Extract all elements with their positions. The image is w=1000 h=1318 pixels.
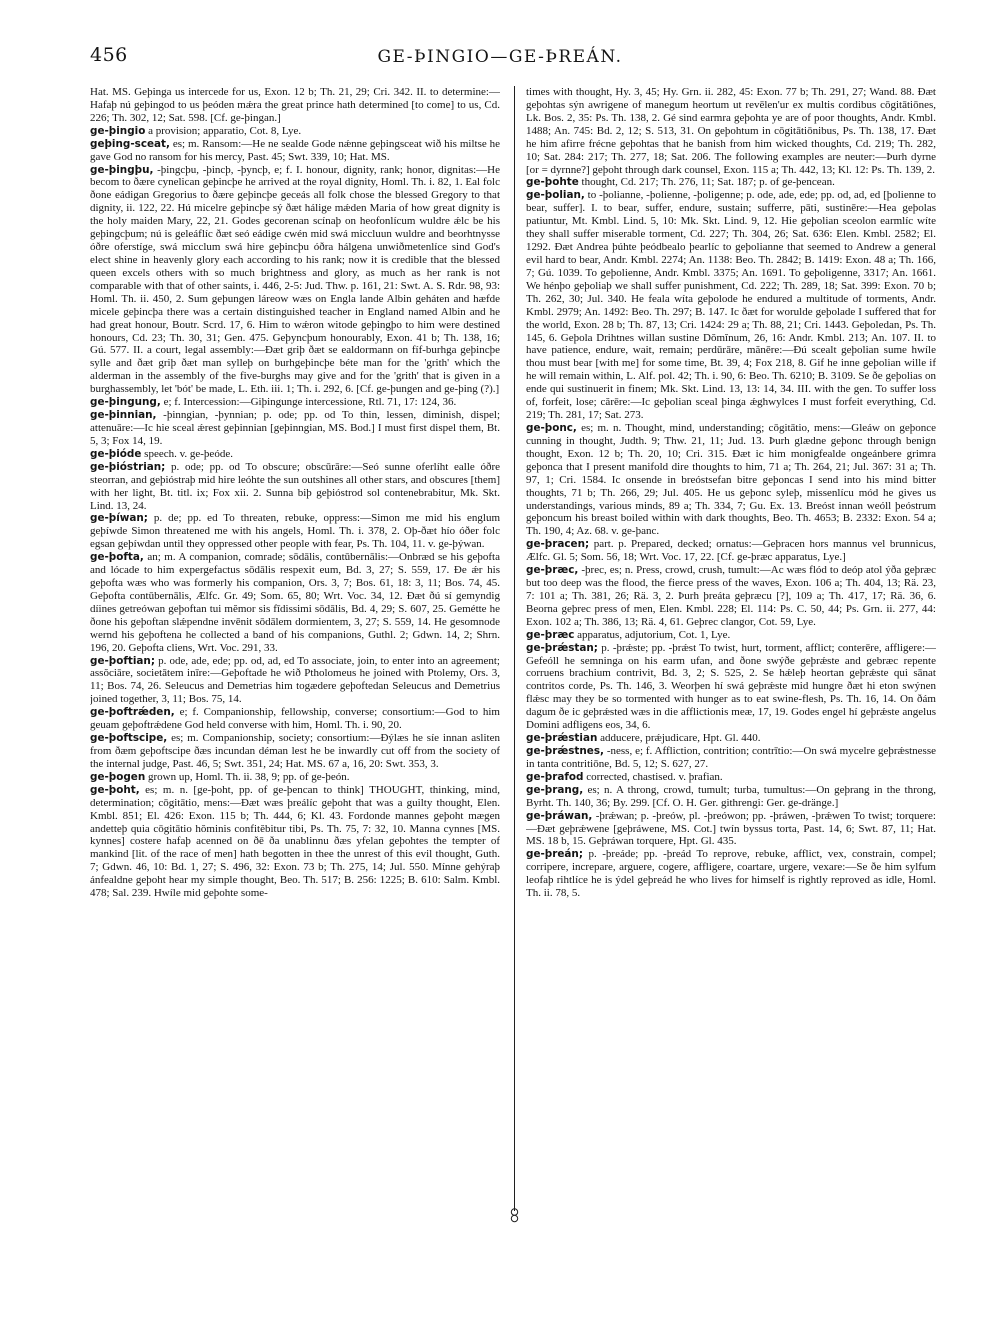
- entry-headword: ge-þrafod: [526, 770, 584, 783]
- entry-text: -þrec, es; n. Press, crowd, crush, tumult:—Ac wæs flód to deóp atol ýða geþræc but too deep was the flood, the fierce press of the waves, Exon. 106 a; Th. 404, 13; Rä. 23, 7: 101 a; Th. 381, 26; Rä. 3, 2. Þurh þreáta geþræcu [?], 109 a; Th. 417, 17; Rä. 36, 6. Beorna geþrec press of men, Elen. Kmbl. 228; El. 114: Ps. C. 50, 44; Ps. Grn. ii. 277, 44: Exon. 102 a; Th. 386, 13; Rä. 4, 61. Geþrec clangor, Cot. 59, Lye.: [526, 564, 936, 628]
- entry-headword: ge-þohte: [526, 176, 579, 189]
- dictionary-entry: [526, 189, 936, 422]
- dictionary-entry: [90, 164, 500, 397]
- entry-text: grown up, Homl. Th. ii. 38, 9; pp. of ge-þeón.: [145, 770, 350, 783]
- dictionary-entry: [526, 422, 936, 538]
- dictionary-entry: [90, 512, 500, 551]
- entry-headword: ge-þoftscipe,: [90, 732, 168, 745]
- dictionary-entry: [90, 409, 500, 448]
- dictionary-entry: [526, 784, 936, 810]
- dictionary-entry: [526, 86, 936, 176]
- entry-text: speech. v. ge-þeóde.: [141, 447, 233, 460]
- dictionary-entry: [526, 629, 936, 642]
- dictionary-entry: [90, 655, 500, 707]
- entry-headword: ge-þoht,: [90, 783, 140, 796]
- page-number: 456: [90, 44, 128, 66]
- entry-text: p. ode; pp. od To obscure; obscūrāre:—Seó sunne oferlíht ealle óðre steorran, and geþióstraþ mid hire leóhte the sun outshines all other stars, and obscures [them] with her light, Bt. titl. ix; Fox xii. 2. Sunna biþ geþióstrod sol contenebrabitur, Mk. Skt. Lind. 13, 24.: [90, 460, 500, 512]
- entry-text: to -þolianne, -þolienne, -þoligenne; p. ode, ade, ede; pp. od, ad, ed [þolienne to bear, suffer]. I. to bear, suffer, endure, sustain; sufferre, pāti, sustinēre:—Hea geþolas patiuntur, Mt. Kmbl. Lind. 5, 10: Mk. Skt. Lind. 9, 12. Hie geþolian sceolon earmlíc wíte they shall suffer miserable torment, Cd. 227; Th. 304, 26; Sat. 636: Elen. Kmbl. 2582; El. 1292. Ðæt Andrea þúhte þeódbealo þearlíc to geþolianne that seemed to Andrew a general evil hard to bear, Andr. Kmbl. 2274; An. 1138: Beo. Th. 2842; B. 1419: Exon. 48 a; Th. 166, 7; Gú. 1039. To geþolienne, Andr. Kmbl. 3375; An. 1691. To geþoligenne, 3317; An. 1661. We hénþo geþoliaþ we shall suffer punishment, Cd. 222; Th. 289, 18; Sat. 399: Exon. 70 b; Th. 262, 30; Jul. 340. He feala wíta geþolode he endured a multitude of torments, Andr. Kmbl. 2979; An. 1492: Beo. Th. 297; B. 147. Ic ðæt for worulde geþolade I suffered that for the world, Exon. 28 b; Th. 87, 13; Cri. 1424: 29 a; Th. 88, 21; Cri. 1443. Geþoledan, Ps. Th. 145, 6. Geþola Drihtnes willan sustine Dŏmĭnum, 26, 16: Andr. Kmbl. 213; An. 107. II. to have patience, endure, wait, remain; perdūrāre, mănēre:—Ðú scealt geþolian sume hwíle thou must bear [with me] for some time, Bt. 39, 4; Fox 218, 8. Gif he inne geþolian wille if he will remain within, L. Alf. pol. 42; Th. i. 90, 6: Beo. Th. 6210; B. 3109. Se ðe geþolias on ende qui sustinuerit in finem; Mk. Skt. Lind. 13, 13: 14, 34. III. with the gen. To suffer loss of, forfeit, lose; cărēre:—Ic geþolian sceal þinga ǽghwylces I must forfeit everything, Cd. 219; Th. 281, 17; Sat. 273.: [526, 189, 936, 422]
- entry-headword: ge-þinnian,: [90, 409, 157, 422]
- entry-text: es; m. Ransom:—He ne sealde Gode nǽnne geþingsceat wið his miltse he gave God no ransom for his mercy, Past. 45; Swt. 339, 10; Hat. MS.: [90, 137, 500, 163]
- column-divider: [514, 86, 515, 1211]
- dictionary-entry: [526, 642, 936, 732]
- entry-text: -þrǽwan; p. -þreów, pl. -þreówon; pp. -þráwen, -þrǽwen To twist; torquere:—Ðæt geþrǽwene [geþráwene, MS. Cot.] twín byssus torta, Past. 14, 6; Swt. 87, 11; Hat. MS. 18 b, 15. Geþráwan torquere, Hpt. Gl. 435.: [526, 809, 936, 848]
- dictionary-entry: [90, 461, 500, 513]
- dictionary-entry: [526, 810, 936, 849]
- entry-text: e; f. Companionship, fellowship, converse; consortium:—God to him geuam geþoftrǽdene God held converse with him, Homl. Th. i. 90, 20.: [90, 706, 500, 732]
- entry-text: Hat. MS. Geþinga us intercede for us, Exon. 12 b; Th. 21, 29; Cri. 342. II. to determine:—Hafaþ nú geþingod to us þeóden mǽra the great prince hath determined [to come] to us, Cd. 226; Th. 302, 12; Sat. 598. [Cf. ge-þingan.]: [90, 86, 500, 124]
- dictionary-entry: [90, 732, 500, 771]
- dictionary-entry: [90, 771, 500, 784]
- dictionary-entry: [526, 745, 936, 771]
- entry-headword: ge-þrǽstian: [526, 732, 598, 745]
- entry-headword: ge-þræc,: [526, 564, 579, 577]
- entry-headword: ge-þióstrian;: [90, 460, 166, 473]
- dictionary-entry: [90, 551, 500, 654]
- entry-headword: ge-þolian,: [526, 189, 585, 202]
- entry-headword: ge-þrǽstan;: [526, 641, 598, 654]
- dictionary-entry: [526, 176, 936, 189]
- entry-headword: ge-þoftian;: [90, 654, 155, 667]
- entry-headword: ge-þoftrǽden,: [90, 706, 175, 719]
- entry-text: p. -þreáde; pp. -þreád To reprove, rebuke, afflict, vex, constrain, compel; corripere, increpare, arguere, cogere, affligere, coartare, urgere, vexare:—Se ðe him sylfum leofaþ rihtlíce he is ýdel geþreád he who lives for himself is rightly reproved as idle, Homl. Th. ii. 78, 5.: [526, 848, 936, 900]
- dictionary-entry: [90, 396, 500, 409]
- entry-text: apparatus, adjutorium, Cot. 1, Lye.: [574, 628, 731, 641]
- entry-headword: ge-þræc: [526, 628, 575, 641]
- dictionary-entry: [526, 538, 936, 564]
- dictionary-entry: [526, 848, 936, 900]
- entry-text: p. de; pp. ed To threaten, rebuke, oppress:—Simon me mid his englum geþíwde Simon threatened me with his angels, Homl. Th. i. 378, 2. Oþ-ðæt hío óðer folc egsan geþíwdan until they oppressed other people with fear, Ps. Th. 104, 11. v. ge-þýwan.: [90, 512, 500, 551]
- entry-headword: geþing-sceat,: [90, 137, 170, 150]
- entry-text: -ness, e; f. Affliction, contrition; contrītio:—On swá mycelre geþrǽstnesse in tanta contritiōne, Bd. 5, 12; S. 627, 27.: [526, 745, 936, 770]
- divider-ornament-icon: [508, 1207, 521, 1223]
- dictionary-entry: [90, 138, 500, 164]
- entry-text: a provision; apparatio, Cot. 8, Lye.: [145, 124, 302, 137]
- entry-headword: ge-þráwan,: [526, 809, 593, 822]
- entry-headword: ge-þogen: [90, 770, 146, 783]
- entry-text: thought, Cd. 217; Th. 276, 11; Sat. 187; p. of ge-þencean.: [578, 176, 835, 189]
- entry-text: -þingcþu, -þincþ, -þyncþ, e; f. I. honour, dignity, rank; honor, dignitas:—He becom to ðære cynelican geþincþe he arrived at the royal dignity, Homl. Th. i. 82, 1. Eal folc ðone eádigan Gregorius to ðære geþincþe geceás all folk chose the blessed Gregory to that dignity, ii. 122, 22. Hú micelre geþincþe sý ðæt hálige mǽden Maria of how great dignity is the holy maiden Mary, 22, 21. Godes gecorenan scínaþ on heofonlícum wuldre ǽlc be his geþingcþum; nú is geleáflíc ðæt seó eádige cwén mid swá miccluun wuldre and beorhtnysse óðre oferstíge, swá micclum swá hire geþincþu óðra hálgena unwiðmetenlíce sind God's elect shine in heavenly glory each according to his rank; now it is credible that the blessed queen excels others with so much brightness and glory, as much as her rank is not comparable with that of other saints, i. 446, 2-5: Jud. Thw. p. 161, 21: Swt. A. S. Rdr. 98, 93: Homl. Th. ii. 450, 2. Sum geþungen láreow wæs on Engla lande Albin geháten and hæfde micele geþincþa there was a certain distinguished teacher in England named Albin and he had great honour, Boutr. Scrd. 17, 6. Him to wǽron witode geþingþo to him were destined honours, Cd. 23; Th. 30, 31; Gen. 475. Geþyncþum honourably, Exon. 41 b; Th. 138, 16; Gú. 577. II. a court, legal assembly:—Ðæt griþ ðæt se ealdormann on fíf-burhga geþincþe sylle and ðæt griþ ðæt man sylleþ on burhgeþincþe béte man for the 'grith' which the alderman in the assembly of the five-burghs may give and for the 'grith' that is given in a burghassembly, let 'bót' be made, L. Eth. iii. 1; Th. i. 292, 6. [Cf. ge-þungen and ge-þing (?).]: [90, 163, 500, 396]
- dictionary-entry: [526, 771, 936, 784]
- entry-text: adducere, prǽjudicare, Hpt. Gl. 440.: [597, 732, 761, 745]
- entry-text: p. ode, ade, ede; pp. od, ad, ed To associate, join, to enter into an agreement; assŏciāre, societātem inīre:—Geþoftade he wið Ptholomeus he joined with Ptolemy, Ors. 3, 11; Bos. 74, 26. Seleucus and Demetrias him togædere geþoftedan Seleucus and Demetrius joined together, 3, 11; Bos. 75, 14.: [90, 654, 500, 706]
- entry-text: -þinngian, -þynnian; p. ode; pp. od To thin, lessen, diminish, dispel; attenuāre:—Ic hie sceal ǽrest geþinnian [geþinngian, MS. Bod.] I must first dispel them, Bt. 5, 3; Fox 14, 19.: [90, 409, 500, 447]
- dictionary-entry: [526, 564, 936, 629]
- entry-text: es; m. n. Thought, mind, understanding; cōgitātio, mens:—Gleáw on geþonce cunning in thought, Judth. 9; Thw. 21, 11; Jud. 13. Þurh glædne geþonc through benign thought, Exon. 12 b; Th. 20, 10; Cri. 315. Ðæt ic him monigfealde ongeánbere grimra geþonca that I present manifold dire thoughts to him, 71 a; Th. 264, 21; Jul. 367: 31 a; Th. 97, 1; Cri. 1584. Ic onsende in breóstsefan bitre geþoncas I send into his mind bitter thoughts, 71 b; Th. 266, 29; Jul. 405. He us geþonc syleþ, missenlícu mód he gives us understandings, various minds, 89 a; Th. 334, 7; Gu. Ex. 13. Breóst innan weóll þeóstrum geþoncum his breast boiled within with dark thoughts, Beo. Th. 4653; B. 2332: Exon. 54 a; Th. 190, 4; Az. 68. v. ge-þanc.: [526, 421, 936, 538]
- entry-headword: ge-þreán;: [526, 848, 583, 861]
- entry-text: es; m. n. [ge-þoht, pp. of ge-þencan to think] THOUGHT, thinking, mind, determination; cōgitātio, mens:—Ðæt wæs þreálíc geþoht that was a guilty thought, Elen. Kmbl. 851; El. 426: Exon. 115 b; Th. 444, 6; Kl. 43. Fordonde mannes geþoht mægen andetteþ quia cōgitātio hŏminis confitĕbitur tibi, Ps. Th. 75, 7: 32, 10. Manna cynnes [MS. kynnes] costere hafaþ acenned on ðē ða unablinnu ðæs yfelan geþohtes the tempter of mankind [lit. of the race of men] hath begotten in thee the unrest of this evil thought, Guth. 7; Gdwn. 46, 10: Bd. 1, 27; S. 496, 32: Exon. 73 b; Th. 275, 14; Jul. 550. Mínne gehýraþ ánfealdne geþoht hear my simple thought, Beo. Th. 517; B. 256: 1225; B. 610: Salm. Kmbl. 478; Sal. 239. Hwíle mid geþohte some-: [90, 783, 500, 900]
- entry-headword: ge-þrǽstnes,: [526, 745, 604, 758]
- entry-headword: ge-þíwan;: [90, 512, 148, 525]
- entry-headword: ge-þofta,: [90, 551, 144, 564]
- entry-headword: ge-þióde: [90, 447, 142, 460]
- running-head: GE-ÞINGIO—GE-ÞREÁN.: [377, 47, 623, 67]
- right-column: [526, 86, 936, 1301]
- entry-text: es; n. A throng, crowd, tumult; turba, tumultus:—On geþrang in the throng, Byrht. Th. 140, 36; By. 299. [Cf. O. H. Ger. githrengi: Ger. ge-dränge.]: [526, 783, 936, 809]
- entry-headword: ge-þingio: [90, 124, 146, 137]
- entry-text: e; f. Intercession:—Giþingunge intercessione, Rtl. 71, 17: 124, 36.: [160, 396, 457, 409]
- dictionary-entry: [90, 784, 500, 900]
- entry-text: times with thought, Hy. 3, 45; Hy. Grn. ii. 282, 45: Exon. 77 b; Th. 291, 27; Wand. 88. Ðæt geþohtas sýn awrigene of manegum heortum ut revēlen'ur ex multis cordibus cōgitātiōnes, Lk. Bos. 2, 35: Ps. Th. 138, 2. Gé sind earmra geþohta ye are of poor thoughts, Andr. Kmbl. 1488; An. 745: Bd. 2, 12; S. 513, 31. On geþohtum in cōgitātiōnibus, Ps. Th. 138, 17. Ðæt he him afirre frécne geþohtas that he banish from him wicked thoughts, Cd. 219; Th. 282, 10; Sat. 284: 217; Th. 277, 18; Sat. 206. The following examples are neuter:—Þurh dyrne [or = dyrnne?] geþoht through dark counsel, Exon. 115 a; Th. 442, 13; Kl. 12: Ps. Th. 139, 2.: [526, 86, 936, 176]
- dictionary-entry: [90, 706, 500, 732]
- dictionary-entry: [526, 732, 936, 745]
- entry-headword: ge-þonc,: [526, 421, 577, 434]
- entry-text: corrected, chastised. v. þrafian.: [583, 770, 723, 783]
- entry-text: part. p. Prepared, decked; ornatus:—Geþracen hors mannus vel brunnicus, Ælfc. Gl. 5; Som. 56, 18; Wrt. Voc. 17, 22. [Cf. ge-þræc apparatus, Lye.]: [526, 538, 936, 564]
- left-column: [90, 86, 500, 1301]
- entry-text: p. -þrǽste; pp. -þrǽst To twist, hurt, torment, afflict; conterēre, affligere:—Gefeóll he semninga on his earm ufan, and ðone swýðe geþrǽste and gebræc repente corruens brachium contrivit, Bd. 3, 2; S. 525, 2. Se hǽleþ heortan geþrǽste qui sānat contritos corde, Ps. Th. 146, 3. Weorþen hí swá geþrǽste mid hungre ðæt hi eton swýnen flǽsc may they be so tormented with hunger as to eat swine-flesh, Ps. Th. 16, 14. On ðám dagum ðe ic geþrǽsted wæs in die afflictionis meæ, 17, 19. Godes engel hí geþrǽste angelus Domini adfligens eos, 34, 6.: [526, 641, 936, 732]
- dictionary-entry: [90, 125, 500, 138]
- entry-text: an; m. A companion, comrade; sōdālis, contūbernālis:—Onbræd se his geþofta and lócade to him expergefactus sōdālis respexit eum, Bd. 3, 27; S. 559, 17. Ðe ǽr his geþofta wæs who was formerly his companion, Ors. 3, 7; Bos. 61, 18: 3, 11; Bos. 74, 45. Geþofta contūbernālis, Ælfc. Gr. 49; Som. 65, 80; Wrt. Voc. 34, 12. Ðæt ðú sí gemyndig díines getreówan geþoftan tui mĕmor sis fīdissimi sōdālis, Bd. 4, 29; S. 607, 25. Gemétte he ðone his geþoftan slǽpendne invēnit sōdālem dormientem, 3, 27; S. 559, 14. He gesomnode wernd his geþoftena he collected a band of his companions, Guthl. 2; Gdwn. 14, 2; Shrn. 196, 20. Geþofta cliens, Wrt. Voc. 291, 33.: [90, 551, 500, 654]
- dictionary-entry: [90, 86, 500, 125]
- entry-text: es; m. Companionship, society; consortium:—Ðýlæs he síe innan asliten from ðæm geþoftscipe ðæs incundan déman lest he be inwardly cut off from the society of the internal judge, Past. 46, 5; Swt. 351, 24; Hat. MS. 67 a, 16, 20: Swt. 353, 3.: [90, 732, 500, 770]
- entry-headword: ge-þrang,: [526, 783, 584, 796]
- entry-headword: ge-þingung,: [90, 396, 161, 409]
- dictionary-entry: [90, 448, 500, 461]
- entry-headword: ge-þingþu,: [90, 163, 154, 176]
- entry-headword: ge-þracen;: [526, 538, 590, 551]
